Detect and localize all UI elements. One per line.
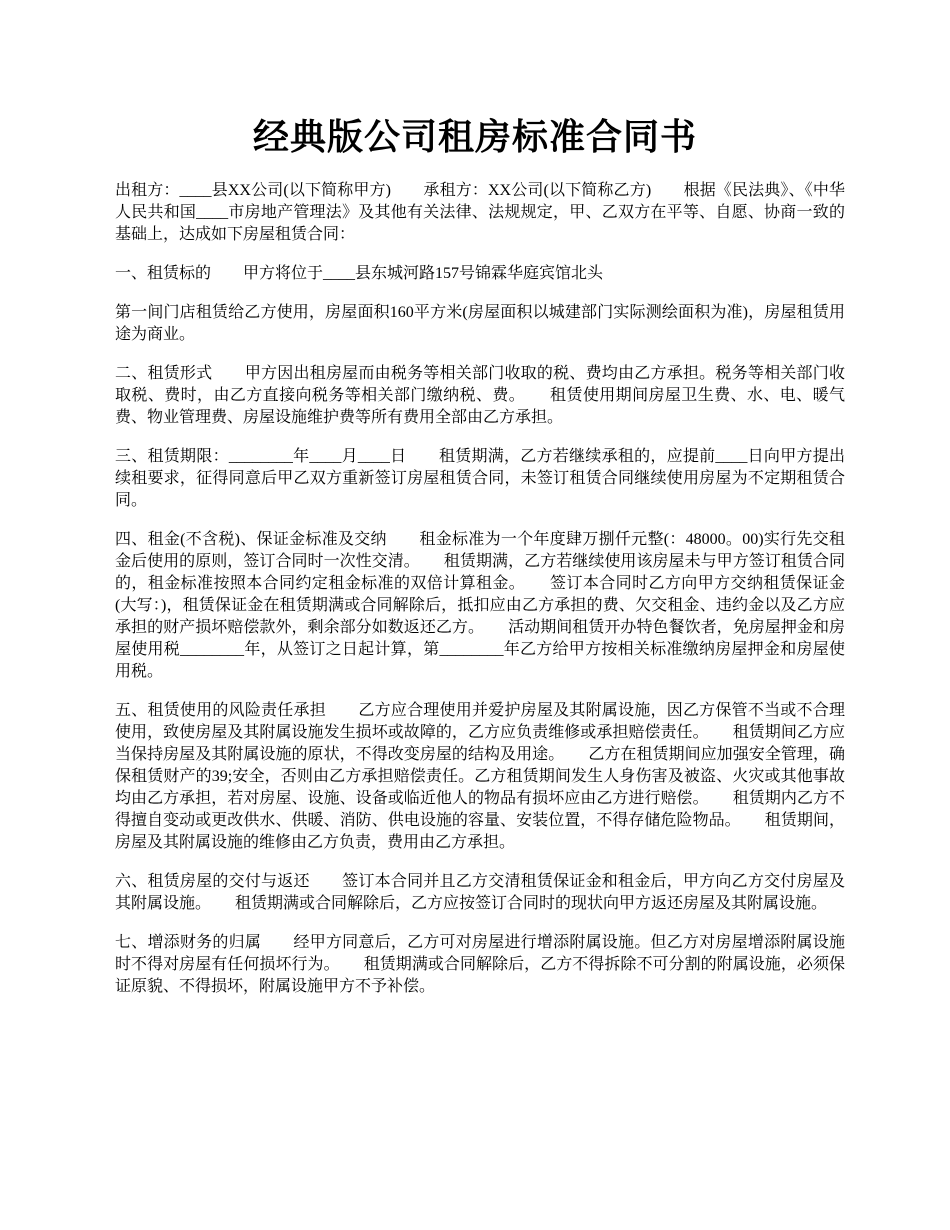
paragraph-section-2: 二、租赁形式 甲方因出租房屋而由税务等相关部门收取的税、费均由乙方承担。税务等相关部门收取税、费时，由乙方直接向税务等相关部门缴纳税、费。 租赁使用期间房屋卫生费、水、电、暖气费、物业管理费、房屋设施维护费等所有费用全部由乙方承担。 — [115, 365, 845, 426]
paragraph-section-4: 四、租金(不含税)、保证金标准及交纳 租金标准为一个年度肆万捌仟元整(：48000。00)实行先交租金后使用的原则，签订合同时一次性交清。 租赁期满，乙方若继续使用该房屋未与甲方签订租赁合同的，租金标准按照本合同约定租金标准的双倍计算租金。 签订本合同时乙方向甲方交纳租赁保证金(大写：)，租赁保证金在租赁期满或合同解除后，抵扣应由乙方承担的费、欠交租金、违约金以及乙方应承担的财产损坏赔偿款外，剩余部分如数返还乙方。 活动期间租赁开办特色餐饮者，免房屋押金和房屋使用税________年，从签订之日起计算，第________年乙方给甲方按相关标准缴纳房屋押金和房屋使用税。 — [115, 531, 845, 680]
paragraph-section-5: 五、租赁使用的风险责任承担 乙方应合理使用并爱护房屋及其附属设施，因乙方保管不当或不合理使用，致使房屋及其附属设施发生损坏或故障的，乙方应负责维修或承担赔偿责任。 租赁期间乙方应当保持房屋及其附属设施的原状，不得改变房屋的结构及用途。 乙方在租赁期间应加强安全管理，确保租赁财产的39;安全，否则由乙方承担赔偿责任。乙方租赁期间发生人身伤害及被盗、火灾或其他事故均由乙方承担，若对房屋、设施、设备或临近他人的物品有损坏应由乙方进行赔偿。 租赁期内乙方不得擅自变动或更改供水、供暖、消防、供电设施的容量、安装位置，不得存储危险物品。 租赁期间，房屋及其附属设施的维修由乙方负责，费用由乙方承担。 — [115, 702, 845, 851]
paragraph-section-1: 一、租赁标的 甲方将位于____县东城河路157号锦霖华庭宾馆北头 — [115, 265, 604, 282]
paragraph-intro: 出租方：____县XX公司(以下简称甲方) 承租方：XX公司(以下简称乙方) 根据《民法典》、《中华人民共和国____市房地产管理法》及其他有关法律、法规规定，甲、乙双方在平等、自愿、协商一致的基础上，达成如下房屋租赁合同： — [115, 182, 845, 243]
document-title: 经典版公司租房标准合同书 — [252, 116, 697, 158]
document-body — [115, 180, 845, 1015]
paragraph-section-6: 六、租赁房屋的交付与返还 签订本合同并且乙方交清租赁保证金和租金后，甲方向乙方交付房屋及其附属设施。 租赁期满或合同解除后，乙方应按签订合同时的现状向甲方返还房屋及其附属设施。 — [115, 873, 845, 912]
paragraph-section-3: 三、租赁期限：________年____月____日 租赁期满，乙方若继续承租的，应提前____日向甲方提出续租要求，征得同意后甲乙双方重新签订房屋租赁合同，未签订租赁合同继续使用房屋为不定期租赁合同。 — [115, 448, 845, 509]
paragraph-section-1-cont: 第一间门店租赁给乙方使用，房屋面积160平方米(房屋面积以城建部门实际测绘面积为准)，房屋租赁用途为商业。 — [115, 304, 845, 343]
paragraph-section-7: 七、增添财务的归属 经甲方同意后，乙方可对房屋进行增添附属设施。但乙方对房屋增添附属设施时不得对房屋有任何损坏行为。 租赁期满或合同解除后，乙方不得拆除不可分割的附属设施，必须保证原貌、不得损坏，附属设施甲方不予补偿。 — [115, 934, 845, 995]
